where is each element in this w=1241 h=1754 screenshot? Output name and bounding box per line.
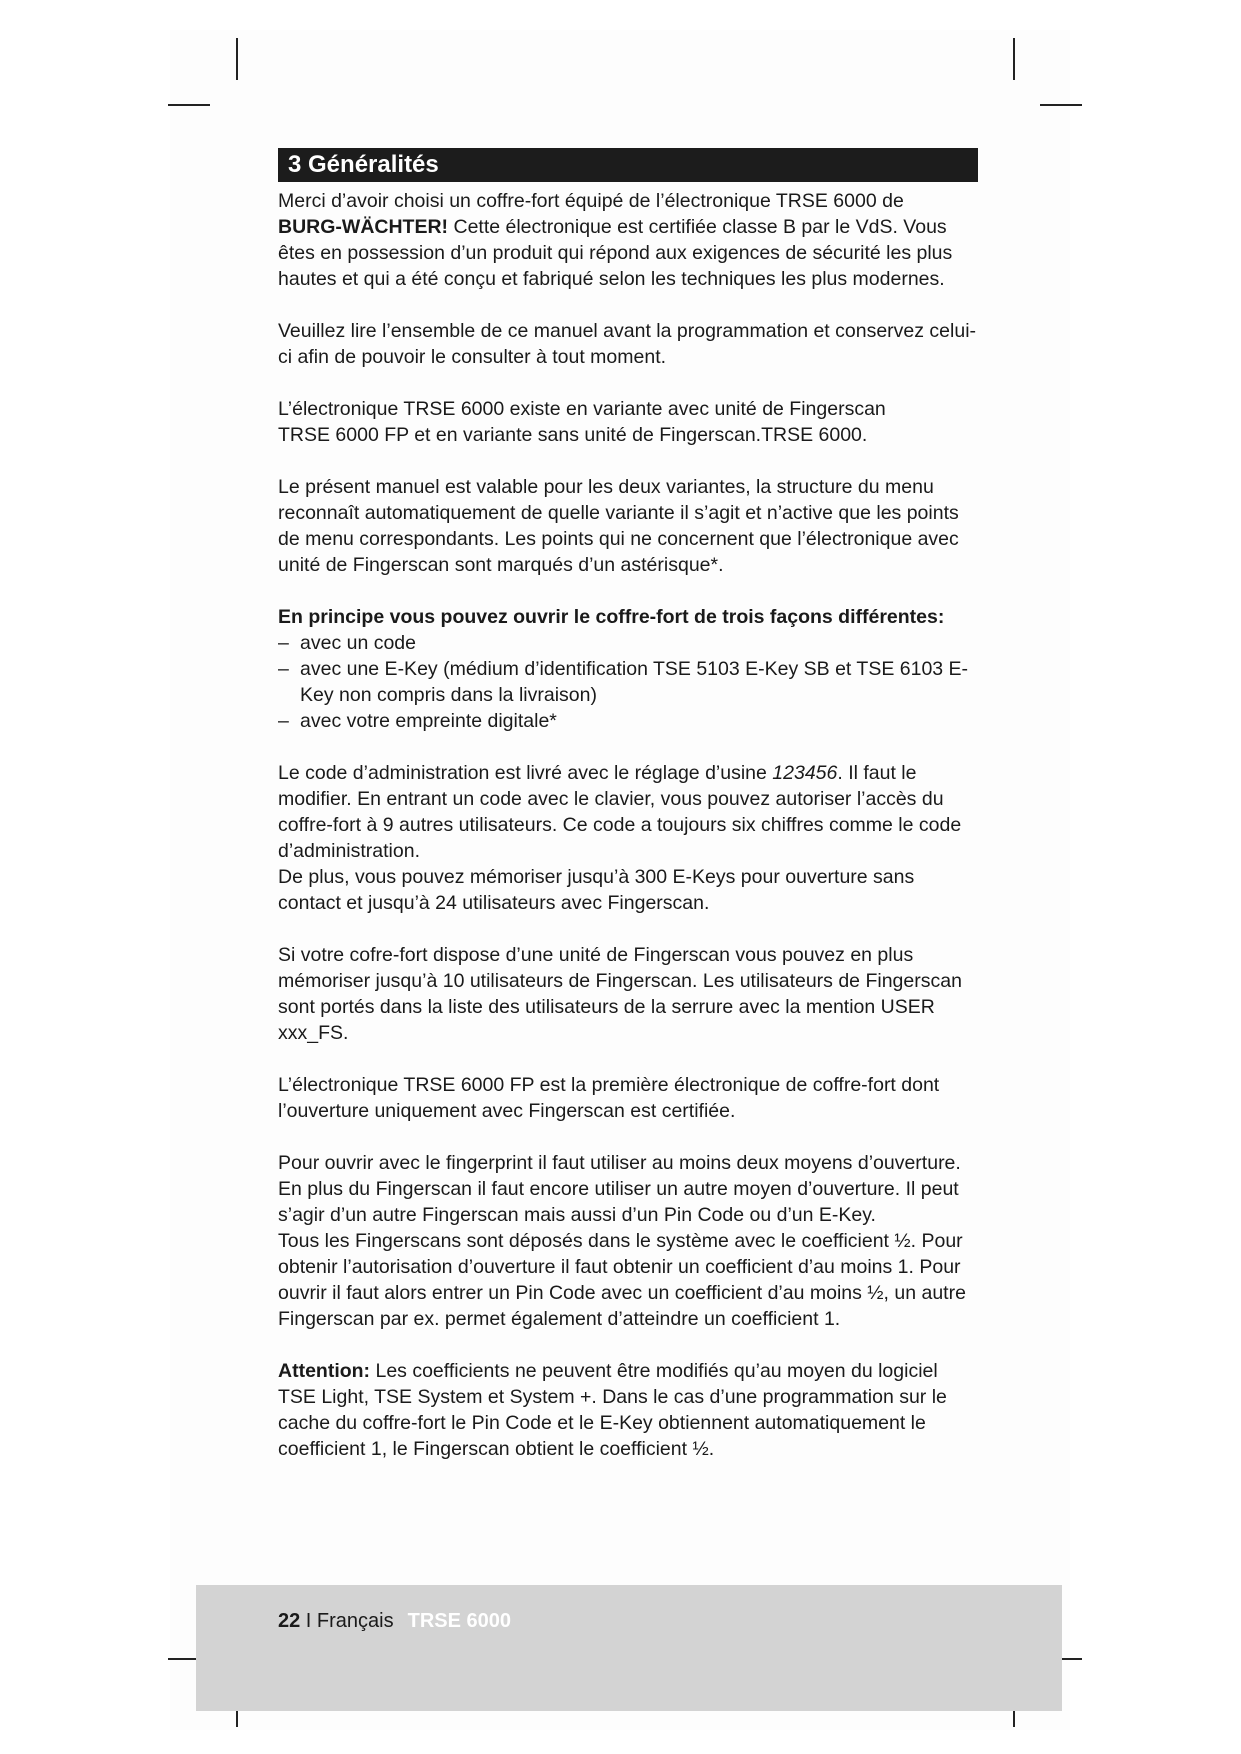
footer-language: Français bbox=[316, 1610, 394, 1632]
ekeys-paragraph: De plus, vous pouvez mémoriser jusqu’à 300 E-Keys pour ouverture sans contact et jusqu’à 24 utilisateurs avec Fingerscan. bbox=[278, 866, 915, 914]
footer-separator: I bbox=[300, 1610, 317, 1632]
list-item: – avec une E-Key (médium d’identification TSE 5103 E-Key SB et TSE 6103 E-Key non compris dans la livraison) bbox=[278, 656, 978, 708]
footer-product: TRSE 6000 bbox=[407, 1610, 512, 1632]
fingerprint-opening-paragraph: Pour ouvrir avec le fingerprint il faut utiliser au moins deux moyens d’ouverture. En plus du Fingerscan il faut encore utiliser un autre moyen d’ouverture. Il peut s’agir d’un autre Fingerscan mais aussi d’un Pin Code ou d’un E-Key. bbox=[278, 1152, 961, 1226]
variants-line-1: L’électronique TRSE 6000 existe en variante avec unité de Fingerscan bbox=[278, 398, 886, 420]
list-item: – avec un code bbox=[278, 630, 978, 656]
list-item: – avec votre empreinte digitale* bbox=[278, 708, 978, 734]
footer-band bbox=[196, 1585, 1062, 1711]
manual-note-paragraph: Veuillez lire l’ensemble de ce manuel avant la programmation et conservez celui-ci afin de pouvoir le consulter à tout moment. bbox=[278, 320, 977, 368]
coefficient-paragraph: Tous les Fingerscans sont déposés dans le système avec le coefficient ½. Pour obtenir l’autorisation d’ouverture il faut obtenir un coefficient d’au moins 1. Pour ouvrir il faut alors entrer un Pin Code avec un coefficient d’au moins ½, un autre Fingerscan par ex. permet également d’atteindre un coefficient 1. bbox=[278, 1230, 966, 1330]
variants-line-2: TRSE 6000 FP et en variante sans unité de Fingerscan.TRSE 6000. bbox=[278, 424, 868, 446]
crop-mark-top-left-horizontal bbox=[168, 104, 210, 106]
page-number: 22 bbox=[278, 1610, 301, 1632]
variants-paragraph bbox=[278, 396, 978, 448]
admin-code-text-rest: . Il faut le modifier. En entrant un code avec le clavier, vous pouvez autoriser l’accès du coffre-fort à 9 autres utilisateurs. Ce code a toujours six chiffres comme le code d’administration. bbox=[278, 762, 962, 862]
intro-paragraph bbox=[278, 188, 978, 292]
crop-mark-top-right-vertical bbox=[1013, 38, 1015, 80]
factory-code: 123456 bbox=[772, 762, 838, 784]
intro-text-rest: Cette électronique est certifiée classe B par le VdS. Vous êtes en possession d’un produit qui répond aux exigences de sécurité les plus hautes et qui a été conçu et fabriqué selon les techniques les plus modernes. bbox=[278, 216, 953, 290]
attention-label: Attention: bbox=[278, 1360, 371, 1382]
manual-scope-paragraph: Le présent manuel est valable pour les deux variantes, la structure du menu reconnaît automatiquement de quelle variante il s’agit et n’active que les points de menu correspondants. Les points qui ne concernent que l’électronique avec unité de Fingerscan sont marqués d’un astérisque*. bbox=[278, 476, 959, 576]
attention-text: Les coefficients ne peuvent être modifiés qu’au moyen du logiciel TSE Light, TSE System et System +. Dans le cas d’une programmation sur le cache du coffre-fort le Pin Code et le E-Key obtiennent automatiquement le coefficient 1, le Fingerscan obtient le coefficient ½. bbox=[278, 1360, 947, 1460]
page-footer bbox=[278, 1608, 511, 1634]
crop-mark-top-left-vertical bbox=[236, 38, 238, 80]
section-heading: 3 Généralités bbox=[278, 148, 978, 182]
fingerscan-users-paragraph: Si votre cofre-fort dispose d’une unité de Fingerscan vous pouvez en plus mémoriser jusqu’à 10 utilisateurs de Fingerscan. Les utilisateurs de Fingerscan sont portés dans la liste des utilisateurs de la serrure avec la mention USER xxx_FS. bbox=[278, 944, 962, 1044]
opening-methods-list bbox=[278, 630, 978, 734]
brand-name: BURG-WÄCHTER! bbox=[278, 216, 449, 238]
admin-code-paragraph bbox=[278, 760, 978, 864]
admin-code-text: Le code d’administration est livré avec le réglage d’usine bbox=[278, 762, 773, 784]
page-content bbox=[278, 148, 978, 1488]
crop-mark-top-right-horizontal bbox=[1040, 104, 1082, 106]
intro-text: Merci d’avoir choisi un coffre-fort équipé de l’électronique TRSE 6000 de bbox=[278, 190, 904, 212]
opening-methods-heading: En principe vous pouvez ouvrir le coffre-fort de trois façons différentes: bbox=[278, 606, 945, 628]
certification-paragraph: L’électronique TRSE 6000 FP est la première électronique de coffre-fort dont l’ouverture uniquement avec Fingerscan est certifiée. bbox=[278, 1074, 940, 1122]
attention-paragraph bbox=[278, 1358, 978, 1462]
